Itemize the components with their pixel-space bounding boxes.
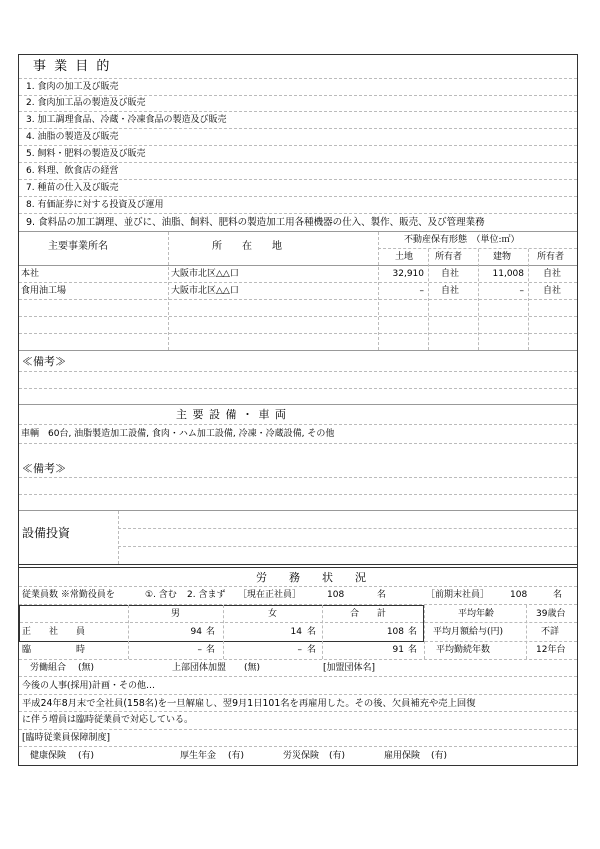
employment-label: 雇用保険 — [384, 751, 421, 761]
avg-age: 39歳台 — [536, 609, 566, 619]
regular-female: 14 — [290, 627, 302, 637]
regular-total-unit: 名 — [408, 627, 418, 637]
purpose-item: 3. 加工調理食品、冷蔵・冷凍食品の製造及び販売 — [26, 115, 227, 125]
regular-male-unit: 名 — [206, 627, 216, 637]
offices-col-location: 所 在 地 — [212, 241, 282, 252]
offices-col-owner1: 所有者 — [435, 252, 463, 262]
offices-col-building: 建物 — [493, 252, 512, 262]
prev-value: 108 — [510, 590, 528, 600]
prev-unit: 名 — [553, 590, 563, 600]
offices-col-land: 土地 — [395, 252, 414, 262]
regular-female-unit: 名 — [307, 627, 317, 637]
employment-value: (有) — [431, 751, 448, 761]
temp-female-unit: 名 — [307, 645, 317, 655]
temp-female: – — [297, 645, 302, 655]
avg-service-label: 平均勤続年数 — [436, 645, 491, 655]
equipment-text: 車輌 60台, 油脂製造加工設備, 食肉・ハム加工設備, 冷凍・冷蔵設備, その他 — [21, 429, 335, 439]
office-name: 食用油工場 — [21, 286, 67, 296]
office-name: 本社 — [21, 269, 40, 279]
accident-label: 労災保険 — [283, 751, 320, 761]
offices-col-owner2: 所有者 — [537, 252, 565, 262]
regular-male: 94 — [190, 627, 202, 637]
current-value: 108 — [327, 590, 345, 600]
office-building: – — [519, 286, 524, 296]
avg-service: 12年台 — [536, 645, 566, 655]
purpose-item: 7. 種苗の仕入及び販売 — [26, 183, 119, 193]
health-label: 健康保険 — [30, 751, 67, 761]
employees-label: 従業員数 ※常勤役員を — [22, 590, 115, 600]
upper-value: (無) — [244, 663, 261, 673]
health-value: (有) — [78, 751, 95, 761]
temp-total-unit: 名 — [408, 645, 418, 655]
office-land: – — [419, 286, 424, 296]
purpose-item: 2. 食肉加工品の製造及び販売 — [26, 98, 146, 108]
pension-label: 厚生年金 — [180, 751, 217, 761]
current-label: ［現在正社員］ — [238, 590, 302, 600]
avg-age-label: 平均年齢 — [458, 609, 495, 619]
current-unit: 名 — [377, 590, 387, 600]
office-building: 11,008 — [492, 269, 524, 279]
equipment-title: 主 要 設 備 ・ 車 両 — [176, 408, 287, 421]
col-female: 女 — [268, 609, 278, 619]
offices-col-form: 不動産保有形態 （単位:㎡） — [404, 235, 520, 245]
offices-remarks-label: ≪備考≫ — [22, 355, 66, 368]
purpose-item: 6. 料理、飲食店の経営 — [26, 166, 119, 176]
office-owner2: 自社 — [543, 269, 562, 279]
plan-label: 今後の人事(採用)計画・その他… — [22, 681, 156, 691]
union-value: (無) — [78, 663, 95, 673]
purpose-item: 1. 食肉の加工及び販売 — [26, 82, 119, 92]
temp-male-unit: 名 — [206, 645, 216, 655]
office-owner1: 自社 — [441, 269, 460, 279]
col-male: 男 — [171, 609, 181, 619]
regular-total: 108 — [386, 627, 404, 637]
temp-label: 臨 時 — [22, 645, 86, 655]
upper-label: 上部団体加盟 — [172, 663, 227, 673]
office-land: 32,910 — [392, 269, 424, 279]
prev-label: ［前期末社員］ — [426, 590, 490, 600]
option-include[interactable]: ①. 含む — [145, 590, 177, 600]
plan-line-2: に伴う増員は臨時従業員で対応している。 — [22, 715, 194, 725]
purpose-title: 事 業 目 的 — [33, 59, 112, 74]
office-location: 大阪市北区△△口 — [171, 286, 239, 296]
purpose-item: 4. 油脂の製造及び販売 — [26, 132, 119, 142]
purpose-item: 8. 有価証券に対する投資及び運用 — [26, 200, 164, 210]
offices-col-name: 主要事業所名 — [48, 241, 108, 252]
office-owner2: 自社 — [543, 286, 562, 296]
option-exclude[interactable]: 2. 含まず — [187, 590, 226, 600]
investment-label: 設備投資 — [22, 526, 71, 540]
accident-value: (有) — [329, 751, 346, 761]
regular-label: 正 社 員 — [22, 627, 86, 637]
avg-salary: 不詳 — [541, 627, 560, 637]
purpose-item: 9. 食料品の加工調理、並びに、油脂、飼料、肥料の製造加工用各種機器の仕入、製作、販売、及び管理業務 — [26, 217, 485, 228]
labor-title: 労 務 状 況 — [256, 571, 366, 584]
office-location: 大阪市北区△△口 — [171, 269, 239, 279]
avg-salary-label: 平均月額給与(円) — [433, 627, 504, 637]
pension-value: (有) — [228, 751, 245, 761]
purpose-item: 5. 飼料・肥料の製造及び販売 — [26, 149, 146, 159]
insurance-label: [臨時従業員保障制度] — [22, 733, 111, 743]
temp-male: – — [197, 645, 202, 655]
office-owner1: 自社 — [441, 286, 460, 296]
temp-total: 91 — [392, 645, 404, 655]
plan-line-1: 平成24年8月末で全社員(158名)を一旦解雇し、翌9月1日101名を再雇用した。その後、欠員補充や売上回復 — [22, 698, 476, 709]
group-label: [加盟団体名] — [323, 663, 376, 673]
equipment-remarks-label: ≪備考≫ — [22, 462, 66, 475]
union-label: 労働組合 — [30, 663, 67, 673]
col-total: 合 計 — [350, 609, 387, 619]
